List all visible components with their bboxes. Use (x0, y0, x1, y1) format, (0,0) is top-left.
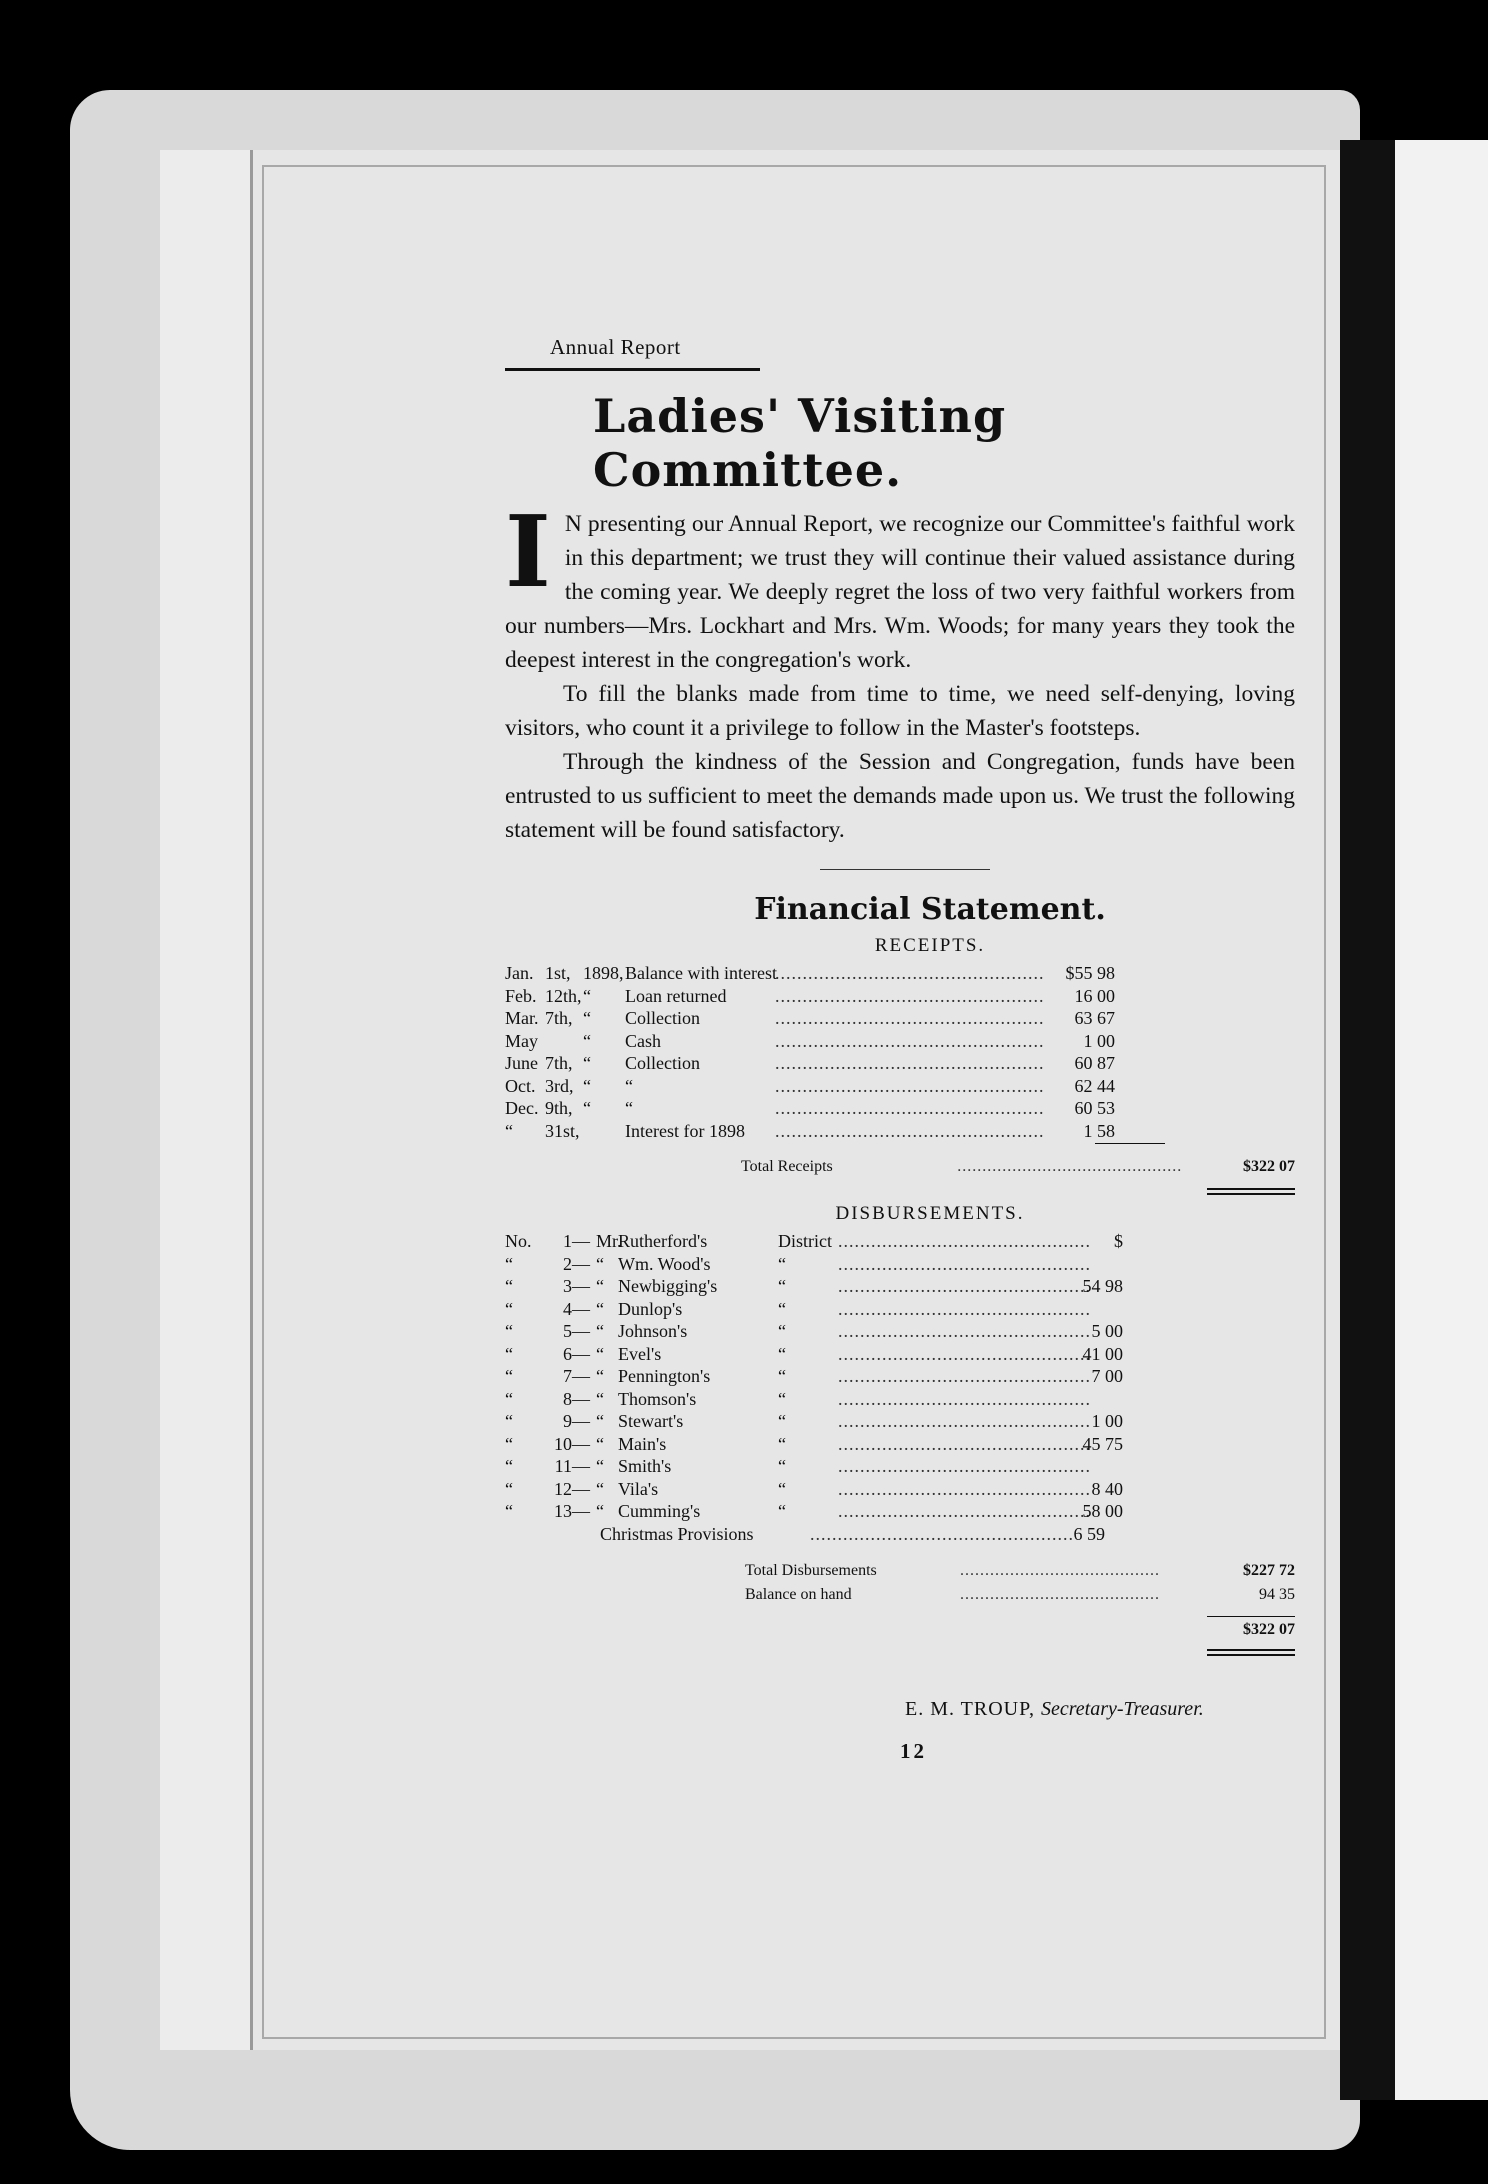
disbursement-amount: 5 00 (1091, 1321, 1123, 1341)
disbursement-row (505, 1456, 1295, 1479)
disbursement-number: 1— (563, 1231, 590, 1251)
disbursement-row (505, 1321, 1295, 1344)
receipt-month: Mar. (505, 1008, 539, 1028)
leader-dots: .............................................. (838, 1456, 1091, 1476)
disbursement-number: 6— (563, 1343, 590, 1364)
disbursement-prefix: “ (596, 1411, 604, 1431)
grand-total-row (505, 1621, 1295, 1649)
disbursement-name: Pennington's (618, 1366, 711, 1386)
disbursements-heading: DISBURSEMENTS. (835, 1203, 1025, 1224)
total-receipts-row (505, 1158, 1295, 1188)
disbursement-prefix: “ (596, 1456, 604, 1476)
total-receipts-amount: $322 07 (1243, 1158, 1295, 1175)
receipt-description: Cash (625, 1030, 661, 1051)
drop-cap: I (505, 495, 551, 610)
leader-dots: ................................................. (775, 1075, 1045, 1096)
receipts-ledger (505, 963, 1295, 1144)
disbursement-district: District (778, 1231, 832, 1251)
disbursement-district: “ (778, 1388, 786, 1409)
leader-dots: .............................................. (838, 1478, 1091, 1499)
disbursement-number: 3— (563, 1276, 590, 1296)
intro-paragraph-3: Through the kindness of the Session and Congregation, funds have been entrusted to us sufficient to meet the demands made upon us. We trust the following statement will be found satisfactory. (505, 749, 1295, 843)
disbursement-amount: 8 40 (1091, 1478, 1123, 1499)
disbursement-district: “ (778, 1298, 786, 1319)
signature-name: E. M. TROUP, (905, 1698, 1035, 1720)
receipt-day: 9th, (545, 1098, 573, 1118)
disbursement-name: Vila's (618, 1478, 659, 1499)
disbursement-no-label: “ (505, 1366, 513, 1386)
disbursement-number: 10— (554, 1433, 590, 1454)
disbursement-row (505, 1254, 1295, 1277)
disbursement-no-label: “ (505, 1501, 513, 1521)
disbursement-no-label: “ (505, 1321, 513, 1341)
double-rule (1207, 1649, 1295, 1656)
disbursement-name: Main's (618, 1433, 667, 1454)
disbursement-name: Dunlop's (618, 1298, 683, 1319)
receipt-description: Collection (625, 1053, 700, 1073)
disbursement-number: 5— (563, 1321, 590, 1341)
binding-shadow (1340, 140, 1395, 2100)
leader-dots: .............................................. (838, 1411, 1091, 1431)
disbursement-row (505, 1344, 1295, 1367)
disbursement-row (505, 1299, 1295, 1322)
disbursement-number: 13— (554, 1501, 590, 1521)
receipt-amount: 63 67 (1074, 1008, 1115, 1028)
receipt-amount: 60 87 (1074, 1053, 1115, 1073)
receipt-month: Dec. (505, 1098, 539, 1118)
leader-dots: ................................................. (775, 1008, 1045, 1028)
total-disbursements-amount: $227 72 (1243, 1562, 1295, 1579)
leader-dots: .............................................. (838, 1231, 1091, 1251)
signature (905, 1698, 1295, 1721)
disbursement-amount: $ (1114, 1231, 1123, 1251)
disbursement-prefix: “ (596, 1388, 604, 1409)
leader-dots: .............................................. (838, 1433, 1091, 1454)
receipt-month: May (505, 1030, 538, 1051)
disbursement-row (505, 1276, 1295, 1299)
total-disbursements-row (505, 1562, 1295, 1586)
financial-statement-title: Financial Statement. (754, 892, 1106, 927)
disbursement-number: 2— (563, 1253, 590, 1274)
receipt-row (505, 1076, 1295, 1099)
page-left-margin (160, 150, 250, 2050)
disbursement-prefix: “ (596, 1276, 604, 1296)
disbursement-name: Cumming's (618, 1501, 701, 1521)
disbursement-district: “ (778, 1253, 786, 1274)
receipt-row (505, 963, 1295, 986)
receipt-year: 1898, (583, 963, 624, 983)
receipt-month: Jan. (505, 963, 534, 983)
disbursement-district: “ (778, 1321, 786, 1341)
intro-paragraph-1 (505, 495, 1295, 677)
disbursement-no-label: “ (505, 1388, 513, 1409)
disbursement-amount: 54 98 (1082, 1276, 1123, 1296)
receipt-row (505, 1053, 1295, 1076)
receipt-row (505, 1098, 1295, 1121)
disbursement-name: Smith's (618, 1456, 672, 1476)
receipt-row (505, 1031, 1295, 1054)
disbursement-prefix: “ (596, 1343, 604, 1364)
sum-rule (1207, 1616, 1295, 1617)
receipt-description: Loan returned (625, 985, 727, 1006)
receipt-description: Collection (625, 1008, 700, 1028)
disbursement-number: 4— (563, 1298, 590, 1319)
balance-amount: 94 35 (1259, 1586, 1295, 1603)
receipt-amount: 1 00 (1083, 1030, 1115, 1051)
disbursement-prefix: “ (596, 1501, 604, 1521)
balance-row (505, 1586, 1295, 1610)
receipt-day: 1st, (545, 963, 571, 983)
disbursement-prefix: “ (596, 1433, 604, 1454)
christmas-label: Christmas Provisions (600, 1523, 754, 1544)
leader-dots: ................................................. (775, 1098, 1045, 1118)
disbursement-number: 12— (554, 1478, 590, 1499)
disbursement-district: “ (778, 1456, 786, 1476)
disbursement-number: 11— (554, 1456, 590, 1476)
disbursement-amount: 1 00 (1091, 1411, 1123, 1431)
disbursement-row (505, 1366, 1295, 1389)
leader-dots: .............................................. (838, 1321, 1091, 1341)
receipt-row (505, 986, 1295, 1009)
disbursements-ledger (505, 1231, 1295, 1524)
disbursement-name: Johnson's (618, 1321, 688, 1341)
disbursement-prefix: “ (596, 1253, 604, 1274)
leader-dots: ................................................. (775, 985, 1045, 1006)
disbursement-row (505, 1231, 1295, 1254)
disbursement-amount: 7 00 (1091, 1366, 1123, 1386)
report-kicker: Annual Report (550, 335, 681, 359)
disbursement-prefix: “ (596, 1298, 604, 1319)
signature-title: Secretary-Treasurer. (1041, 1698, 1204, 1720)
receipt-description: “ (625, 1098, 633, 1118)
kicker-rule (505, 368, 760, 371)
disbursement-prefix: Mr. (596, 1231, 622, 1251)
disbursement-no-label: “ (505, 1298, 513, 1319)
disbursement-row (505, 1411, 1295, 1434)
balance-label: Balance on hand (745, 1586, 852, 1603)
adjacent-page-edge (1395, 140, 1488, 2100)
leader-dots: ................................................. (775, 1030, 1045, 1051)
disbursement-name: Wm. Wood's (618, 1253, 711, 1274)
disbursement-number: 8— (563, 1388, 590, 1409)
disbursement-number: 7— (563, 1366, 590, 1386)
disbursement-name: Thomson's (618, 1388, 697, 1409)
receipt-year: “ (583, 985, 591, 1006)
disbursement-no-label: “ (505, 1478, 513, 1499)
disbursement-district: “ (778, 1501, 786, 1521)
receipt-year: “ (583, 1075, 591, 1096)
receipt-description: Balance with interest (625, 963, 777, 983)
section-separator (820, 869, 990, 870)
disbursement-no-label: “ (505, 1411, 513, 1431)
receipt-amount: 1 58 (1083, 1120, 1115, 1141)
leader-dots: ................................................. (775, 1053, 1045, 1073)
receipt-amount: 62 44 (1074, 1075, 1115, 1096)
report-content (505, 335, 1295, 1764)
disbursement-row (505, 1501, 1295, 1524)
disbursement-no-label: No. (505, 1231, 532, 1251)
disbursement-district: “ (778, 1366, 786, 1386)
disbursement-number: 9— (563, 1411, 590, 1431)
disbursement-row (505, 1434, 1295, 1457)
disbursement-amount: 58 00 (1082, 1501, 1123, 1521)
receipt-year: “ (583, 1008, 591, 1028)
receipt-day: 31st, (545, 1120, 580, 1141)
receipt-amount: 16 00 (1074, 985, 1115, 1006)
receipt-month: Oct. (505, 1075, 536, 1096)
leader-dots: ........................................ (960, 1586, 1160, 1603)
leader-dots: .............................................. (838, 1253, 1091, 1274)
receipt-description: Interest for 1898 (625, 1120, 745, 1141)
receipt-amount: 60 53 (1074, 1098, 1115, 1118)
leader-dots: ................................................ (810, 1523, 1074, 1544)
disbursement-name: Rutherford's (618, 1231, 708, 1251)
total-receipts-label: Total Receipts (741, 1158, 833, 1175)
leader-dots: ................................................. (775, 963, 1045, 983)
receipt-month: Feb. (505, 985, 537, 1006)
page-title: Ladies' Visiting Committee. (593, 389, 1007, 497)
page-number: 12 (900, 1739, 927, 1763)
christmas-amount: 6 59 (1073, 1523, 1105, 1544)
disbursement-prefix: “ (596, 1366, 604, 1386)
leader-dots: ........................................ (960, 1562, 1160, 1579)
sum-rule (1095, 1143, 1165, 1144)
receipt-year: “ (583, 1030, 591, 1051)
double-rule (1207, 1188, 1295, 1195)
disbursement-no-label: “ (505, 1343, 513, 1364)
leader-dots: .............................................. (838, 1388, 1091, 1409)
leader-dots: .............................................. (838, 1276, 1091, 1296)
receipt-year: “ (583, 1053, 591, 1073)
intro-text (505, 495, 1295, 847)
leader-dots: .............................................. (838, 1298, 1091, 1319)
disbursement-district: “ (778, 1343, 786, 1364)
leader-dots: .............................................. (838, 1501, 1091, 1521)
receipt-row (505, 1008, 1295, 1031)
disbursement-district: “ (778, 1411, 786, 1431)
christmas-row (505, 1524, 1295, 1547)
disbursement-row (505, 1389, 1295, 1412)
disbursement-name: Evel's (618, 1343, 662, 1364)
receipt-row (505, 1121, 1295, 1144)
disbursement-amount: 41 00 (1082, 1343, 1123, 1364)
leader-dots: .............................................. (838, 1343, 1091, 1364)
disbursement-no-label: “ (505, 1276, 513, 1296)
receipt-day: 12th, (545, 985, 582, 1006)
receipt-description: “ (625, 1075, 633, 1096)
leader-dots: .............................................. (838, 1366, 1091, 1386)
intro-paragraph-1-text: N presenting our Annual Report, we recognize our Committee's faithful work in this department; we trust they will continue their valued assistance during the coming year. We deeply regret the loss of two very faithful workers from our numbers—Mrs. Lockhart and Mrs. Wm. Woods; for many years they took the deepest interest in the congregation's work. (505, 511, 1295, 673)
receipts-heading: RECEIPTS. (874, 935, 986, 956)
disbursement-prefix: “ (596, 1321, 604, 1341)
disbursement-row (505, 1479, 1295, 1502)
receipt-day: 7th, (545, 1053, 573, 1073)
disbursement-district: “ (778, 1276, 786, 1296)
intro-paragraph-2: To fill the blanks made from time to time, we need self-denying, loving visitors, who count it a privilege to follow in the Master's footsteps. (505, 681, 1295, 741)
disbursement-amount: 45 75 (1082, 1433, 1123, 1454)
disbursement-name: Stewart's (618, 1411, 684, 1431)
receipt-month: June (505, 1053, 538, 1073)
grand-total-amount: $322 07 (1243, 1621, 1295, 1638)
disbursement-district: “ (778, 1478, 786, 1499)
leader-dots: ............................................. (957, 1158, 1183, 1175)
receipt-amount: $55 98 (1065, 963, 1115, 983)
receipt-day: 7th, (545, 1008, 573, 1028)
disbursement-no-label: “ (505, 1433, 513, 1454)
leader-dots: ................................................. (775, 1120, 1045, 1141)
disbursement-no-label: “ (505, 1253, 513, 1274)
disbursement-no-label: “ (505, 1456, 513, 1476)
disbursement-name: Newbigging's (618, 1276, 718, 1296)
receipt-month: “ (505, 1120, 513, 1141)
total-disbursements-label: Total Disbursements (745, 1562, 877, 1579)
receipt-day: 3rd, (545, 1075, 574, 1096)
receipt-year: “ (583, 1098, 591, 1118)
disbursement-prefix: “ (596, 1478, 604, 1499)
disbursement-district: “ (778, 1433, 786, 1454)
